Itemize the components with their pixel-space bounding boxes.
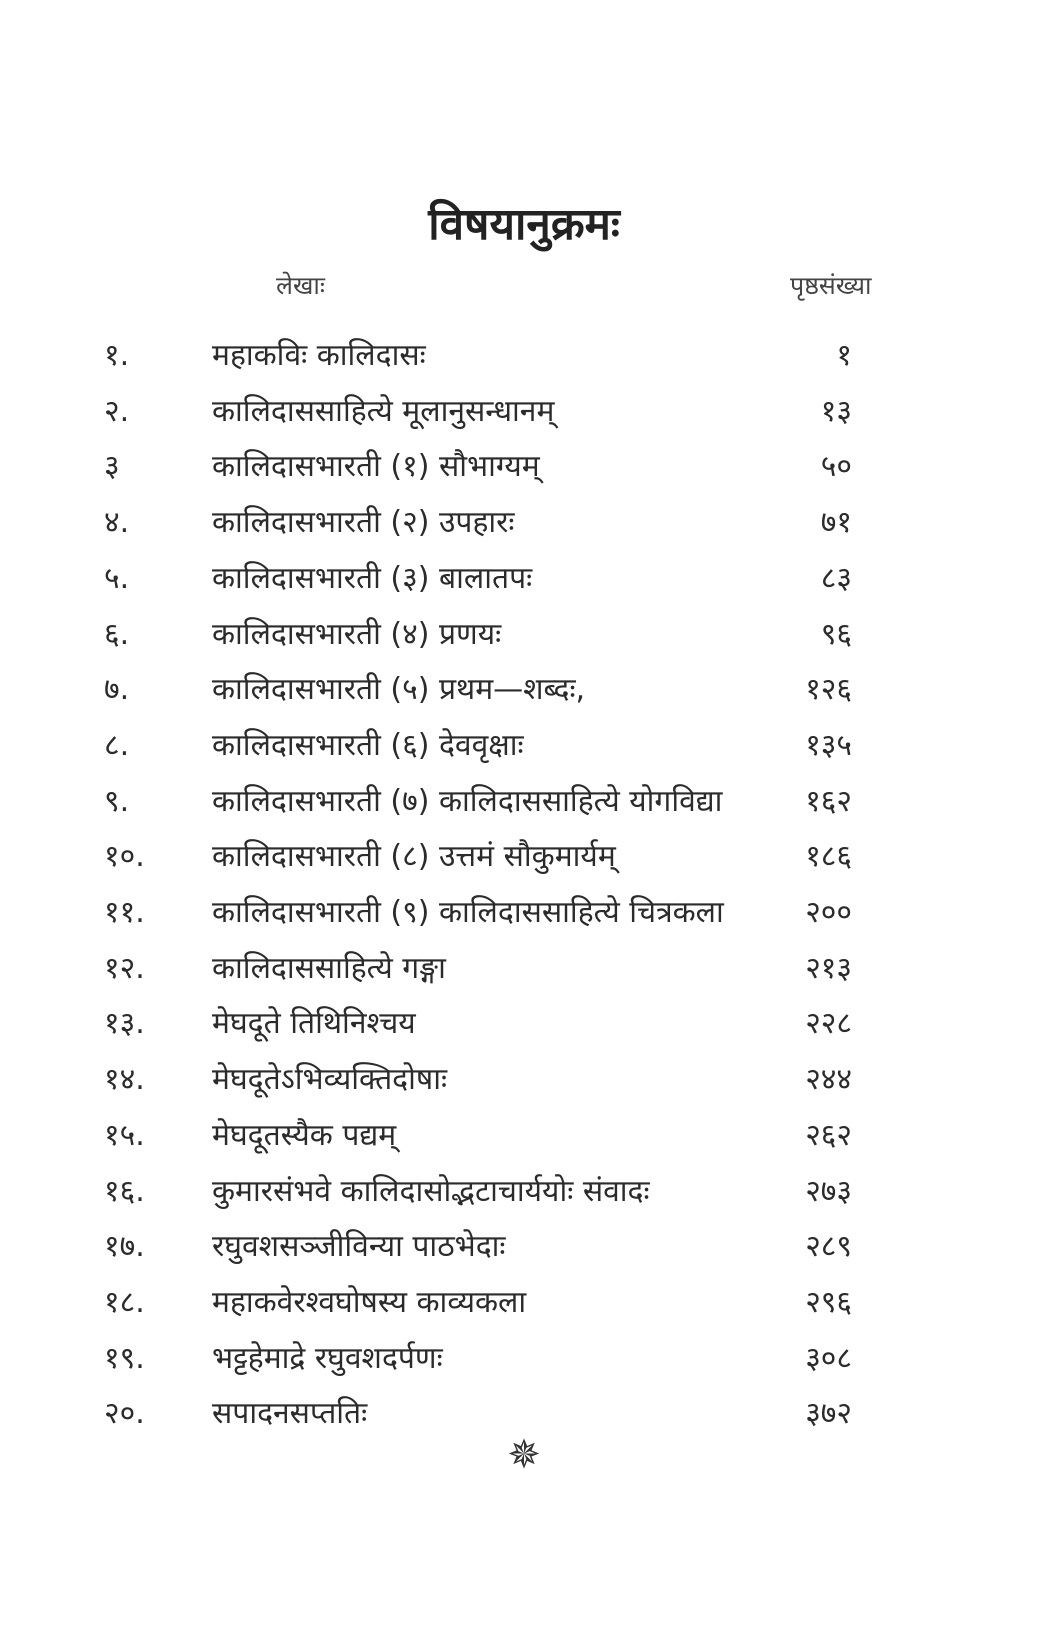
entry-page-number: २७३ <box>805 1173 852 1209</box>
entry-title: कालिदासभारती (१) सौभाग्यम् <box>212 449 540 485</box>
entry-title: कालिदासभारती (३) बालातपः <box>212 560 533 596</box>
entry-page-number: २४४ <box>805 1062 852 1098</box>
entry-number: १८. <box>104 1284 145 1320</box>
entry-page-number: २१३ <box>805 950 852 986</box>
entry-page-number: २०० <box>805 895 852 930</box>
toc-entry <box>0 384 1048 440</box>
entry-number: २०. <box>104 1396 145 1432</box>
entry-title: कालिदासभारती (९) कालिदाससाहित्ये चित्रकला <box>212 895 724 930</box>
entry-title: महाकविः कालिदासः <box>212 338 426 373</box>
entry-page-number: ३७२ <box>805 1396 852 1432</box>
column-header-articles: लेखाः <box>276 271 325 300</box>
entry-title: कालिदासभारती (४) प्रणयः <box>212 616 502 652</box>
entry-title: रघुवशसञ्जीविन्या पाठभेदाः <box>212 1229 506 1265</box>
toc-entry <box>0 1108 1048 1164</box>
toc-entry <box>0 1052 1048 1108</box>
star-flower-ornament-icon: ✵ <box>507 1432 541 1478</box>
entry-number: २. <box>104 393 130 429</box>
page-title: विषयानुक्रमः <box>428 199 620 250</box>
toc-entry <box>0 1275 1048 1331</box>
entry-page-number: ३०८ <box>805 1340 852 1376</box>
entry-number: १. <box>104 338 130 373</box>
toc-entry <box>0 774 1048 830</box>
entry-page-number: ५० <box>820 449 852 485</box>
entry-page-number: १२६ <box>805 672 852 708</box>
toc-entry <box>0 551 1048 607</box>
entry-number: ७. <box>104 672 130 708</box>
entry-number: १२. <box>104 950 145 986</box>
entry-number: ४. <box>104 505 130 541</box>
toc-entry <box>0 662 1048 718</box>
entry-title: भट्टहेमाद्रे रघुवशदर्पणः <box>212 1340 443 1376</box>
column-header-page-number: पृष्ठसंख्या <box>790 271 872 300</box>
toc-entry <box>0 718 1048 774</box>
entry-number: १५. <box>104 1117 145 1153</box>
entry-number: १३. <box>104 1006 145 1042</box>
entry-title: कालिदासभारती (५) प्रथम—शब्दः, <box>212 672 586 708</box>
toc-entry <box>0 941 1048 997</box>
toc-entry <box>0 328 1048 384</box>
toc-entry <box>0 1219 1048 1275</box>
entry-page-number: १ <box>836 338 852 373</box>
entry-title: मेघदूतस्यैक पद्यम् <box>212 1117 397 1153</box>
entry-title: सपादनसप्ततिः <box>212 1396 368 1432</box>
entry-number: ९. <box>104 783 130 819</box>
entry-number: १९. <box>104 1340 145 1376</box>
entry-page-number: २२८ <box>805 1006 852 1042</box>
entry-number: ६. <box>104 616 130 652</box>
toc-entry <box>0 885 1048 941</box>
entry-page-number: ७१ <box>820 505 852 541</box>
toc-entry <box>0 1331 1048 1387</box>
toc-entry <box>0 607 1048 663</box>
entry-page-number: २८९ <box>805 1229 852 1265</box>
entry-page-number: २६२ <box>805 1117 852 1153</box>
entry-title: कालिदासभारती (८) उत्तमं सौकुमार्यम् <box>212 839 616 875</box>
entry-number: १४. <box>104 1062 145 1098</box>
entry-title: कालिदासभारती (६) देववृक्षाः <box>212 727 524 763</box>
entry-title: मेघदूतेऽभिव्यक्तिदोषाः <box>212 1062 448 1098</box>
entry-title: मेघदूते तिथिनिश्चय <box>212 1006 416 1042</box>
entry-number: ११. <box>104 895 145 930</box>
entry-page-number: ९६ <box>820 616 852 652</box>
entry-page-number: १३ <box>820 393 852 429</box>
toc-entry <box>0 1164 1048 1220</box>
entry-page-number: ८३ <box>820 560 852 596</box>
entry-title: कुमारसंभवे कालिदासोद्भटाचार्ययोः संवादः <box>212 1173 650 1209</box>
entry-number: १०. <box>104 839 145 875</box>
entry-page-number: २९६ <box>805 1284 852 1320</box>
entry-title: कालिदाससाहित्ये मूलानुसन्धानम् <box>212 393 555 429</box>
toc-entry <box>0 495 1048 551</box>
entry-number: ५. <box>104 560 130 596</box>
entry-page-number: १६२ <box>805 783 852 819</box>
entry-title: कालिदासभारती (२) उपहारः <box>212 505 515 541</box>
toc-entry <box>0 996 1048 1052</box>
entry-number: ३ <box>104 449 120 485</box>
entry-title: महाकवेरश्वघोषस्य काव्यकला <box>212 1284 527 1320</box>
toc-entry <box>0 439 1048 495</box>
toc-entry <box>0 829 1048 885</box>
entry-title: कालिदाससाहित्ये गङ्गा <box>212 950 446 986</box>
entry-number: ८. <box>104 727 130 763</box>
entry-page-number: १३५ <box>805 727 852 763</box>
entry-title: कालिदासभारती (७) कालिदाससाहित्ये योगविद्या <box>212 783 723 819</box>
entry-number: १६. <box>104 1173 145 1209</box>
entry-number: १७. <box>104 1229 145 1265</box>
entry-page-number: १८६ <box>805 839 852 875</box>
